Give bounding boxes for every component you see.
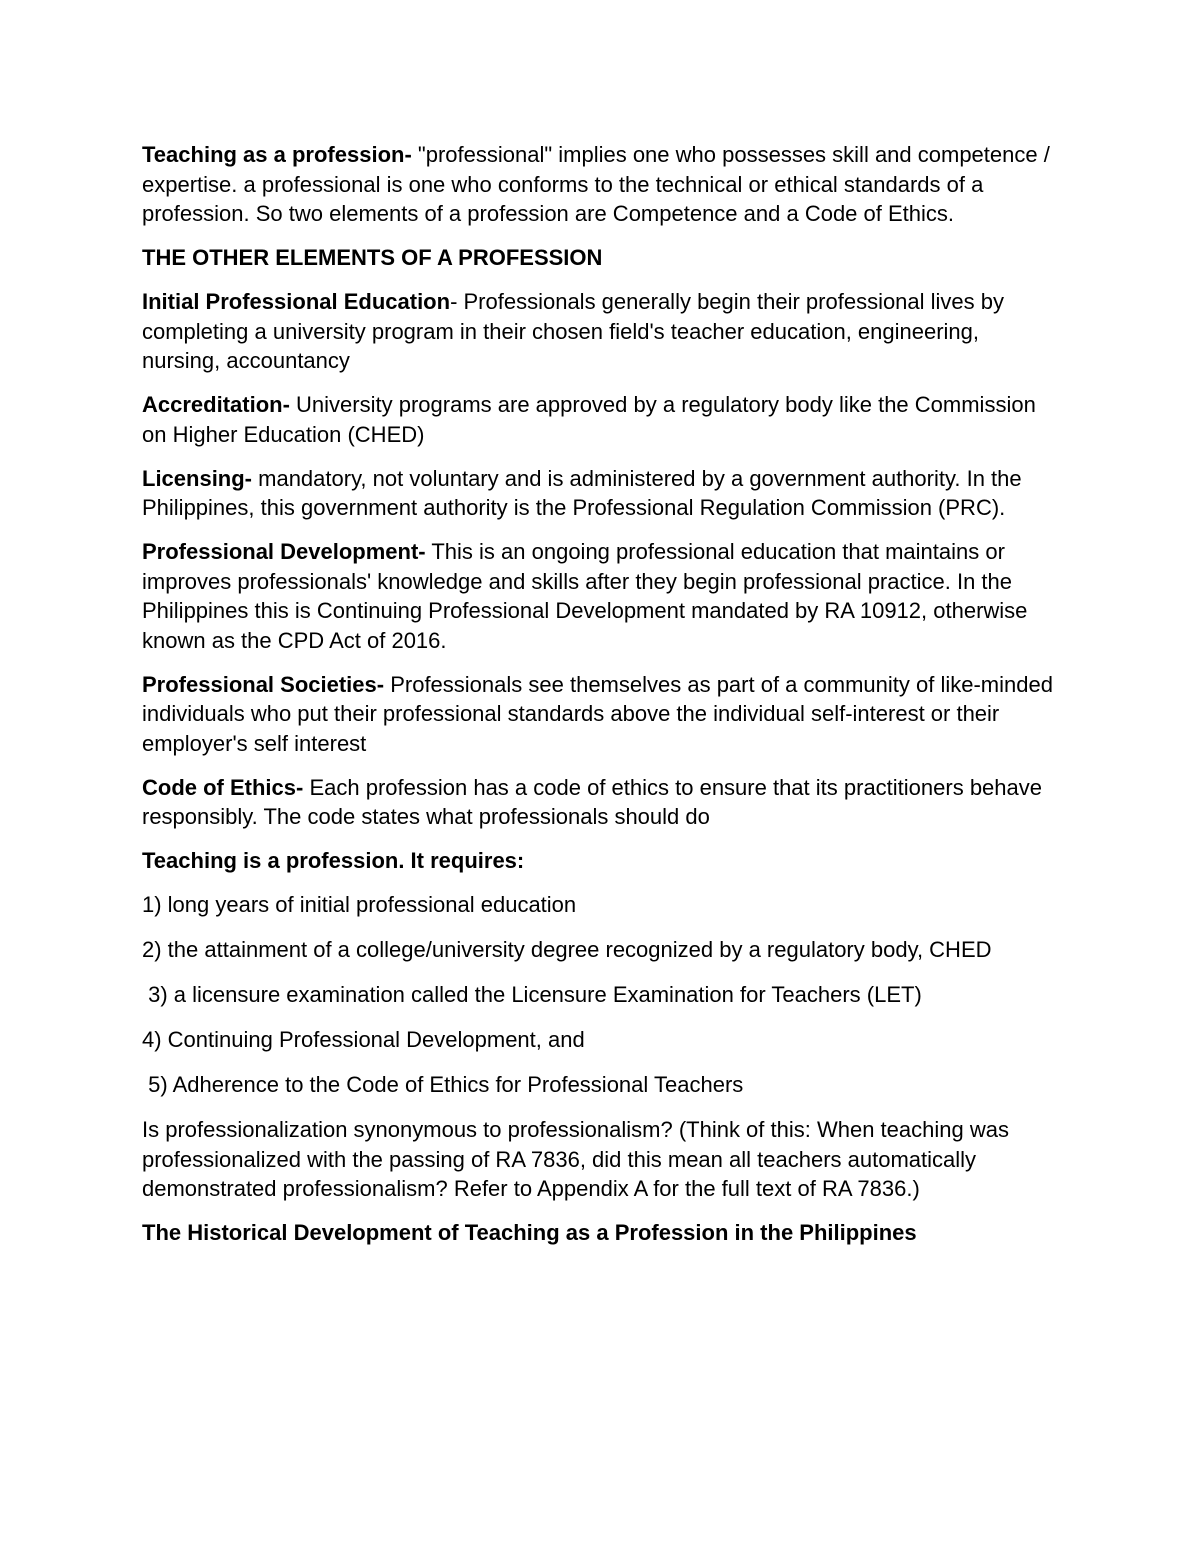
element-term: Initial Professional Education bbox=[142, 289, 451, 314]
intro-paragraph bbox=[142, 140, 1057, 229]
requires-heading: Teaching is a profession. It requires: bbox=[142, 848, 525, 873]
element-term: Licensing- bbox=[142, 465, 253, 491]
element-text: This is an ongoing professional education that maintains or improves professionals' knowledge and skills after they begin professional practice. In the Philippines this is Continuing Professional Development mandated by RA 10912, otherwise known as the CPD Act of 2016. bbox=[142, 539, 1028, 653]
element-text: Each profession has a code of ethics to ensure that its practitioners behave responsibly. The code states what professionals should do bbox=[142, 774, 1042, 829]
element-accreditation bbox=[142, 390, 1057, 449]
element-term: Professional Societies- bbox=[142, 671, 385, 697]
element-professional-societies bbox=[142, 670, 1057, 759]
element-term: Accreditation- bbox=[142, 392, 290, 417]
requirement-item: 3) a licensure examination called the Licensure Examination for Teachers (LET) bbox=[142, 982, 922, 1007]
element-initial-education bbox=[142, 287, 1057, 376]
element-text: Professionals see themselves as part of a community of like-minded individuals who put their professional standards above the individual self-interest or their employer's self interest bbox=[142, 671, 1053, 756]
question-paragraph: Is professionalization synonymous to professionalism? (Think of this: When teaching was professionalized with the passing of RA 7836, did this mean all teachers automatically demonstrated professionalism? Refer to Appendix A for the full text of RA 7836.) bbox=[142, 1117, 1009, 1201]
element-code-of-ethics bbox=[142, 773, 1057, 832]
elements-heading: THE OTHER ELEMENTS OF A PROFESSION bbox=[142, 245, 603, 270]
intro-text: "professional" implies one who possesses skill and competence / expertise. a professional is one who conforms to the technical or ethical standards of a profession. So two elements of a profession are Competence and a Code of Ethics. bbox=[142, 142, 1050, 226]
requirement-item: 5) Adherence to the Code of Ethics for Professional Teachers bbox=[142, 1072, 744, 1097]
element-licensing bbox=[142, 464, 1057, 523]
element-term: Code of Ethics- bbox=[142, 774, 304, 800]
requirement-item: 2) the attainment of a college/university degree recognized by a regulatory body, CHED bbox=[142, 937, 992, 962]
element-text: University programs are approved by a regulatory body like the Commission on Higher Education (CHED) bbox=[142, 392, 1036, 447]
element-text: mandatory, not voluntary and is administered by a government authority. In the Philippines, this government authority is the Professional Regulation Commission (PRC). bbox=[142, 465, 1022, 520]
element-term: Professional Development- bbox=[142, 539, 426, 564]
intro-term: Teaching as a profession- bbox=[142, 142, 412, 167]
requirement-item: 4) Continuing Professional Development, and bbox=[142, 1027, 585, 1052]
requirement-item: 1) long years of initial professional education bbox=[142, 892, 577, 917]
element-professional-development bbox=[142, 537, 1057, 655]
element-text: - Professionals generally begin their professional lives by completing a university program in their chosen field's teacher education, engineering, nursing, accountancy bbox=[142, 289, 1005, 373]
history-heading: The Historical Development of Teaching as a Profession in the Philippines bbox=[142, 1220, 917, 1245]
document-page bbox=[142, 140, 1057, 1262]
